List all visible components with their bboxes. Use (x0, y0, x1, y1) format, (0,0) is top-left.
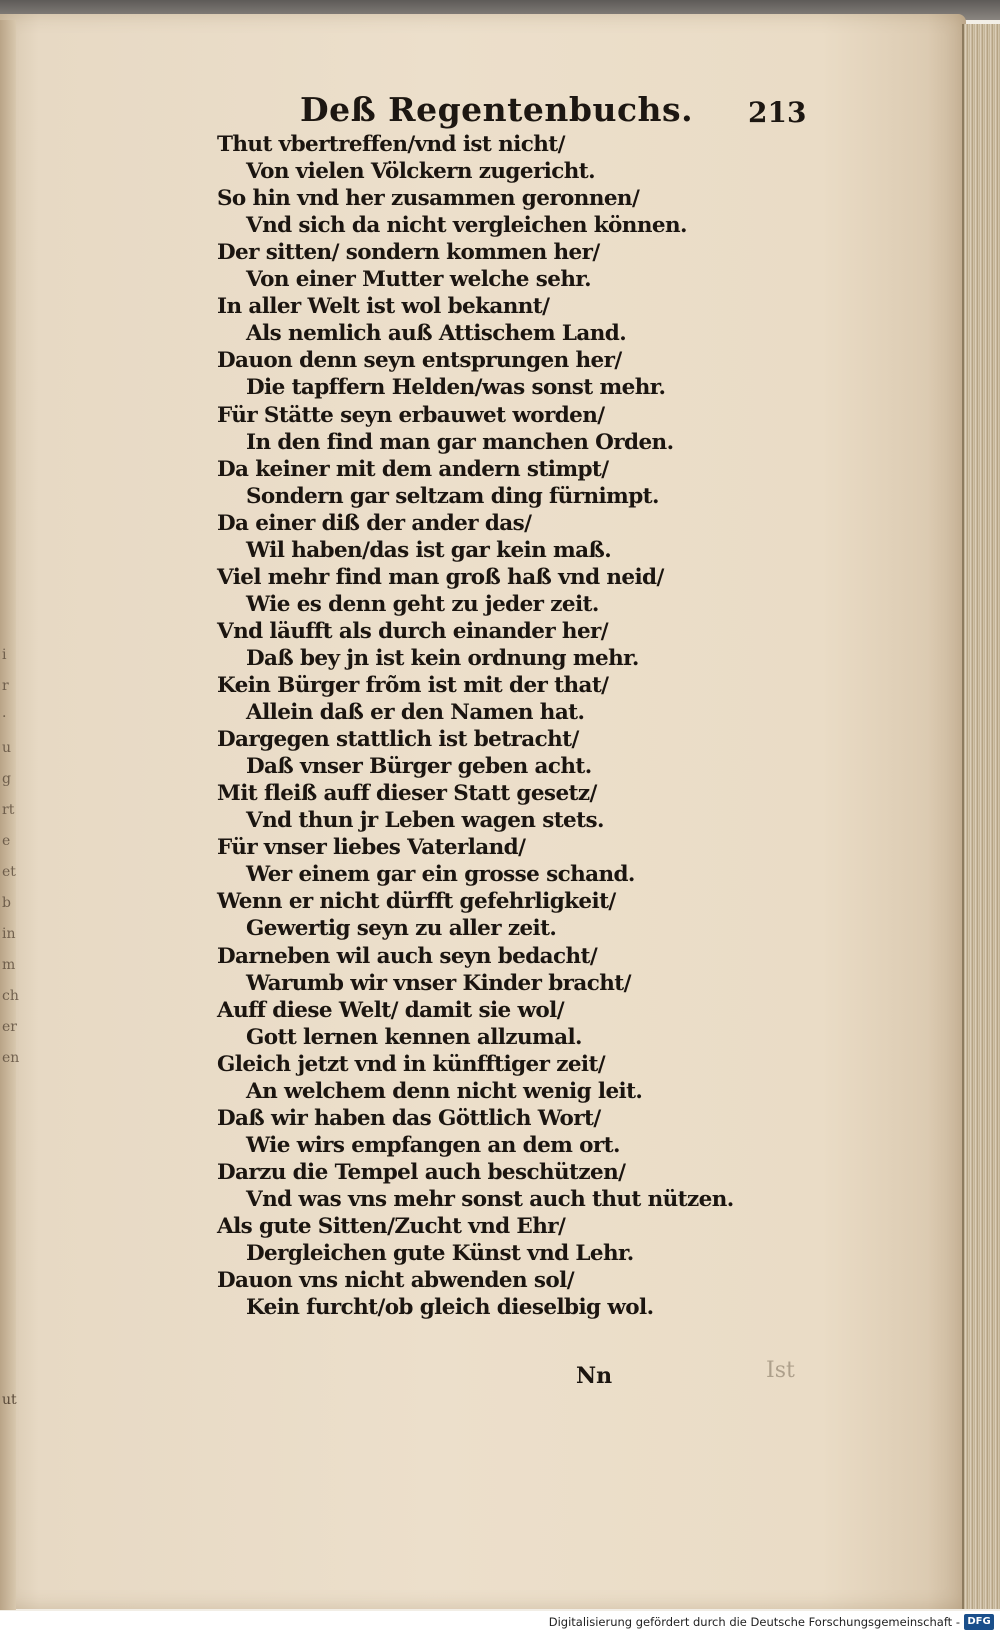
verse-line: Mit fleiß auff dieser Statt gesetz/ (217, 781, 597, 807)
verse-line: Auff diese Welt/ damit sie wol/ (217, 997, 564, 1023)
verse-line: In den find man gar manchen Orden. (246, 429, 674, 455)
margin-mark: en (2, 1050, 20, 1066)
verse-line: An welchem denn nicht wenig leit. (246, 1078, 643, 1104)
verse-line: Dergleichen gute Künst vnd Lehr. (246, 1241, 634, 1267)
page-edges (962, 24, 1000, 1609)
dfg-logo: DFG (964, 1614, 994, 1630)
verse-line: Wie es denn geht zu jeder zeit. (246, 591, 599, 617)
signature-mark: Nn (576, 1363, 613, 1389)
verse-line: Vnd was vns mehr sonst auch thut nützen. (246, 1186, 734, 1212)
verse-line: Als nemlich auß Attischem Land. (246, 321, 627, 347)
verse-line: Dauon vns nicht abwenden sol/ (217, 1268, 574, 1294)
verse-line: Wenn er nicht dürfft gefehrligkeit/ (217, 889, 616, 915)
footer-credit: Digitalisierung gefördert durch die Deutsche Forschungsgemeinschaft - (548, 1615, 960, 1629)
verse-line: Wie wirs empfangen an dem ort. (246, 1132, 620, 1158)
margin-mark: in (2, 926, 16, 942)
verse-line: Daß bey jn ist kein ordnung mehr. (246, 645, 639, 671)
margin-mark: e (2, 833, 11, 849)
verse-line: Darzu die Tempel auch beschützen/ (217, 1159, 626, 1185)
verse-line: Allein daß er den Namen hat. (246, 700, 585, 726)
verse-line: Für Stätte seyn erbauwet worden/ (217, 402, 605, 428)
verse-line: Vnd sich da nicht vergleichen können. (246, 213, 687, 239)
verse-line: Kein Bürger frõm ist mit der that/ (217, 673, 609, 698)
verse-line: Wil haben/das ist gar kein maß. (246, 537, 612, 563)
left-margin-bottom-mark: ut (2, 1392, 17, 1408)
verse-line: Daß wir haben das Göttlich Wort/ (217, 1105, 601, 1131)
margin-mark: ch (2, 988, 19, 1004)
margin-mark: b (2, 895, 11, 911)
margin-mark: i (2, 647, 7, 663)
margin-mark: u (2, 740, 12, 756)
verse-line: Da keiner mit dem andern stimpt/ (217, 456, 609, 482)
verse-line: Dargegen stattlich ist betracht/ (217, 727, 579, 753)
verse-line: Dauon denn seyn entsprungen her/ (217, 348, 622, 374)
verse-line: Vnd thun jr Leben wagen stets. (246, 808, 604, 834)
verse-line: Der sitten/ sondern kommen her/ (217, 240, 600, 266)
margin-mark: · (2, 709, 7, 725)
verse-line: In aller Welt ist wol bekannt/ (217, 294, 550, 320)
verse-line: Viel mehr find man groß haß vnd neid/ (217, 564, 664, 590)
verse-line: Von einer Mutter welche sehr. (246, 267, 592, 293)
verse-line: Da einer diß der ander das/ (217, 510, 532, 536)
margin-mark: g (2, 771, 11, 787)
margin-mark: et (2, 864, 16, 880)
folio-number: 213 (748, 96, 807, 129)
margin-mark: rt (2, 802, 15, 818)
verse-line: Thut vbertreffen/vnd ist nicht/ (217, 132, 565, 157)
catchword: Ist (766, 1358, 795, 1383)
verse-line: So hin vnd her zusammen geronnen/ (217, 186, 640, 212)
verse-line: Darneben wil auch seyn bedacht/ (217, 943, 598, 969)
verse-line: Vnd läufft als durch einander her/ (217, 618, 609, 644)
verse-line: Sondern gar seltzam ding fürnimpt. (246, 483, 659, 509)
margin-mark: er (2, 1019, 17, 1035)
verse-line: Wer einem gar ein grosse schand. (246, 862, 635, 888)
verse-line: Kein furcht/ob gleich dieselbig wol. (246, 1295, 654, 1321)
margin-mark: r (2, 678, 9, 694)
left-margin-bleed (2, 640, 20, 1074)
verse-line: Von vielen Völckern zugericht. (246, 159, 595, 185)
verse-line: Daß vnser Bürger geben acht. (246, 754, 592, 780)
verse-line: Als gute Sitten/Zucht vnd Ehr/ (217, 1214, 566, 1239)
margin-mark: m (2, 957, 16, 973)
verse-line: Für vnser liebes Vaterland/ (217, 835, 526, 861)
verse-line: Gewertig seyn zu aller zeit. (246, 916, 557, 942)
verse-line: Gleich jetzt vnd in künfftiger zeit/ (217, 1051, 606, 1077)
running-head-title: Deß Regentenbuchs. (300, 90, 694, 129)
footer-bar (0, 1611, 1000, 1635)
verse-line: Gott lernen kennen allzumal. (246, 1024, 582, 1050)
verse-line: Warumb wir vnser Kinder bracht/ (246, 970, 631, 996)
verse-line: Die tapffern Helden/was sonst mehr. (246, 375, 666, 401)
